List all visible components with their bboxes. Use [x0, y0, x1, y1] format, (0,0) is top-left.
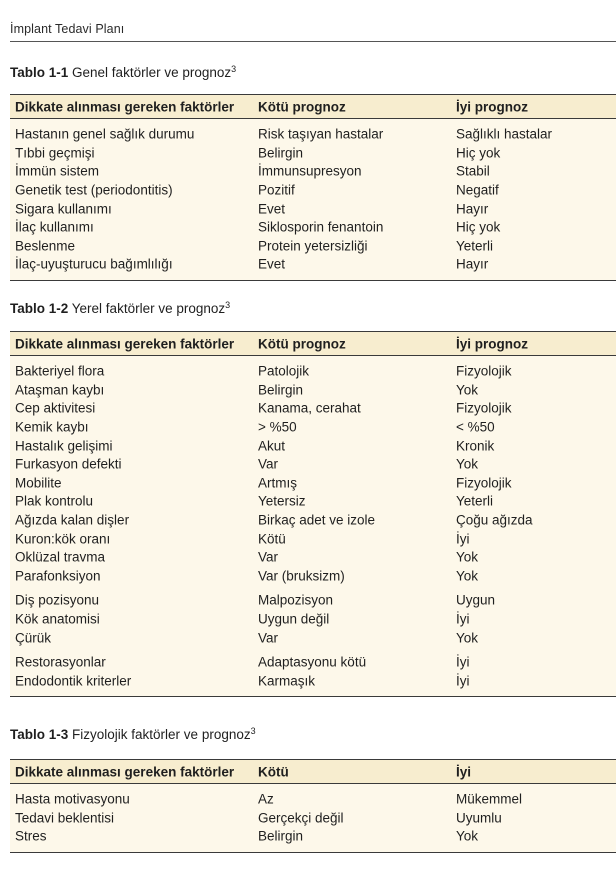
- table-cell: Hastalık gelişimi: [15, 438, 113, 454]
- table-3-caption-text: Fizyolojik faktörler ve prognoz: [72, 727, 251, 742]
- table-cell: Yok: [456, 549, 479, 565]
- column-header: İyi prognoz: [456, 336, 528, 351]
- table-cell: Yok: [456, 382, 479, 398]
- column-header: Kötü prognoz: [258, 336, 346, 351]
- table-cell: Stabil: [456, 163, 490, 179]
- table-row: [10, 218, 616, 237]
- table-3-caption-ref: 3: [250, 726, 256, 736]
- table-row: [10, 237, 616, 256]
- table-cell: Endodontik kriterler: [15, 673, 132, 689]
- table-cell: Uygun: [456, 592, 496, 608]
- table-row: [10, 381, 616, 400]
- table-cell: Belirgin: [258, 828, 304, 844]
- table-row: [10, 567, 616, 586]
- table-cell: Hayır: [456, 256, 489, 272]
- table-cell: İyi: [456, 673, 470, 689]
- table-row: [10, 455, 616, 474]
- table-cell: Negatif: [456, 182, 499, 198]
- table-row: [10, 436, 616, 455]
- table-row: [10, 162, 616, 181]
- table-cell: Sağlıklı hastalar: [456, 126, 553, 142]
- table-2-caption-text: Yerel faktörler ve prognoz: [71, 301, 226, 316]
- table-row: [10, 809, 616, 828]
- table-cell: Hasta motivasyonu: [15, 791, 130, 807]
- table-cell: Mükemmel: [456, 791, 523, 807]
- table-cell: Uyumlu: [456, 810, 502, 826]
- table-cell: Yeterli: [456, 493, 494, 509]
- table-cell: Belirgin: [258, 145, 304, 161]
- column-header: İyi: [456, 764, 472, 779]
- table-row: [10, 672, 616, 691]
- header-rule: [10, 41, 616, 42]
- column-header: İyi prognoz: [456, 99, 528, 114]
- table-cell: Oklüzal travma: [15, 549, 106, 565]
- table-cell: İlaç-uyuşturucu bağımlılığı: [15, 256, 173, 272]
- table-cell: Patolojik: [258, 363, 310, 379]
- table-cell: Hiç yok: [456, 145, 501, 161]
- table-header-row: [10, 759, 616, 784]
- table-cell: Var: [258, 456, 279, 472]
- table-2: [10, 331, 616, 697]
- table-row: [10, 790, 616, 809]
- table-cell: Plak kontrolu: [15, 493, 94, 509]
- table-cell: Protein yetersizliği: [258, 238, 368, 254]
- table-cell: Tıbbi geçmişi: [15, 145, 95, 161]
- table-cell: Kemik kaybı: [15, 419, 89, 435]
- table-cell: İyi: [456, 531, 470, 547]
- table-cell: Akut: [258, 438, 286, 454]
- table-row: [10, 144, 616, 163]
- table-row: [10, 548, 616, 567]
- table-cell: Artmış: [258, 475, 297, 491]
- table-row: [10, 474, 616, 493]
- table-cell: Yok: [456, 828, 479, 844]
- table-1-caption: [10, 64, 236, 80]
- table-cell: Malpozisyon: [258, 592, 334, 608]
- table-row: [10, 827, 616, 846]
- table-cell: Ağızda kalan dişler: [15, 512, 130, 528]
- table-cell: İyi: [456, 654, 470, 670]
- table-1-caption-text: Genel faktörler ve prognoz: [72, 65, 232, 80]
- table-cell: Yetersiz: [258, 493, 306, 509]
- table-cell: İlaç kullanımı: [15, 219, 94, 235]
- table-cell: Cep aktivitesi: [15, 400, 96, 416]
- table-cell: İmmunsupresyon: [258, 163, 362, 179]
- table-cell: Beslenme: [15, 238, 76, 254]
- table-row: [10, 199, 616, 218]
- table-cell: Tedavi beklentisi: [15, 810, 115, 826]
- column-header: Dikkate alınması gereken faktörler: [15, 764, 235, 779]
- table-cell: Var: [258, 630, 279, 646]
- table-row: [10, 529, 616, 548]
- table-cell: < %50: [456, 419, 495, 435]
- table-cell: İyi: [456, 611, 470, 627]
- table-cell: Risk taşıyan hastalar: [258, 126, 384, 142]
- table-2-caption-label: Tablo 1-2: [10, 301, 69, 316]
- table-3-caption-label: Tablo 1-3: [10, 727, 69, 742]
- table-cell: Hastanın genel sağlık durumu: [15, 126, 195, 142]
- table-cell: Sigara kullanımı: [15, 201, 112, 217]
- table-1: [10, 94, 616, 281]
- table-cell: Siklosporin fenantoin: [258, 219, 384, 235]
- table-cell: İmmün sistem: [15, 163, 100, 179]
- table-cell: Çoğu ağızda: [456, 512, 533, 528]
- table-header-row: [10, 331, 616, 356]
- table-cell: Hiç yok: [456, 219, 501, 235]
- table-row: [10, 255, 616, 274]
- table-cell: Kötü: [258, 531, 286, 547]
- table-cell: Yok: [456, 456, 479, 472]
- table-cell: Restorasyonlar: [15, 654, 106, 670]
- table-cell: Fizyolojik: [456, 475, 512, 491]
- table-3: [10, 759, 616, 853]
- table-cell: Yok: [456, 568, 479, 584]
- table-cell: Birkaç adet ve izole: [258, 512, 376, 528]
- table-cell: Var: [258, 549, 279, 565]
- table-cell: Az: [258, 791, 274, 807]
- table-3-caption: [10, 726, 256, 742]
- table-row: [10, 628, 616, 647]
- table-cell: Kronik: [456, 438, 495, 454]
- table-row: [10, 399, 616, 418]
- table-row: [10, 591, 616, 610]
- table-1-caption-label: Tablo 1-1: [10, 65, 69, 80]
- table-row: [10, 362, 616, 381]
- table-cell: Var (bruksizm): [258, 568, 345, 584]
- table-1-caption-ref: 3: [231, 64, 237, 74]
- table-cell: Furkasyon defekti: [15, 456, 122, 472]
- table-cell: > %50: [258, 419, 297, 435]
- table-cell: Kuron:kök oranı: [15, 531, 111, 547]
- table-cell: Ataşman kaybı: [15, 382, 105, 398]
- table-cell: Genetik test (periodontitis): [15, 182, 173, 198]
- table-cell: Adaptasyonu kötü: [258, 654, 367, 670]
- table-cell: Hayır: [456, 201, 489, 217]
- table-row: [10, 181, 616, 200]
- table-cell: Uygun değil: [258, 611, 330, 627]
- table-cell: Belirgin: [258, 382, 304, 398]
- table-cell: Fizyolojik: [456, 363, 512, 379]
- table-cell: Mobilite: [15, 475, 62, 491]
- table-cell: Diş pozisyonu: [15, 592, 100, 608]
- table-cell: Karmaşık: [258, 673, 316, 689]
- column-header: Kötü prognoz: [258, 99, 346, 114]
- running-head: İmplant Tedavi Planı: [10, 22, 125, 36]
- table-cell: Stres: [15, 828, 47, 844]
- table-cell: Pozitif: [258, 182, 295, 198]
- table-row: [10, 511, 616, 530]
- table-cell: Çürük: [15, 630, 52, 646]
- table-cell: Evet: [258, 256, 286, 272]
- table-cell: Kanama, cerahat: [258, 400, 361, 416]
- table-cell: Parafonksiyon: [15, 568, 101, 584]
- table-2-caption: [10, 300, 230, 316]
- table-row: [10, 418, 616, 437]
- table-cell: Bakteriyel flora: [15, 363, 105, 379]
- table-cell: Kök anatomisi: [15, 611, 100, 627]
- column-header: Dikkate alınması gereken faktörler: [15, 99, 235, 114]
- column-header: Kötü: [258, 764, 289, 779]
- table-row: [10, 125, 616, 144]
- table-row: [10, 492, 616, 511]
- table-cell: Gerçekçi değil: [258, 810, 344, 826]
- table-cell: Yeterli: [456, 238, 494, 254]
- table-cell: Evet: [258, 201, 286, 217]
- table-row: [10, 653, 616, 672]
- table-cell: Fizyolojik: [456, 400, 512, 416]
- table-row: [10, 610, 616, 629]
- table-2-caption-ref: 3: [225, 300, 231, 310]
- table-header-row: [10, 94, 616, 119]
- column-header: Dikkate alınması gereken faktörler: [15, 336, 235, 351]
- table-cell: Yok: [456, 630, 479, 646]
